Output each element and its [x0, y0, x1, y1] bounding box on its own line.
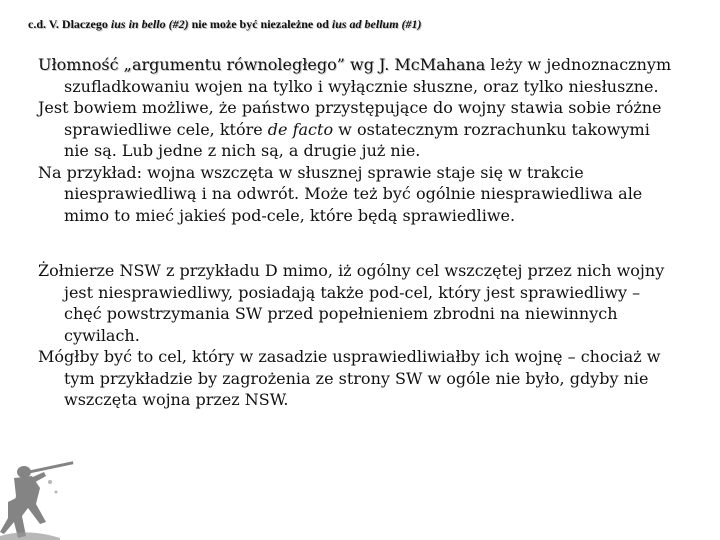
title-part-3: nie może być niezależne od [188, 17, 332, 31]
paragraph-2-after: w ostatecznym rozrachunku takowymi nie są. Lub jedne z nich są, a drugie już nie. [64, 119, 650, 160]
paragraph-spacer [38, 226, 678, 260]
paragraph-3: Na przykład: wojna wszczęta w słusznej sprawie staje się w trakcie niesprawiedliwą i na odwrót. Może też być ogólnie niesprawiedliwa ale mimo to mieć jakieś pod-cele, które będą sprawiedliwe. [38, 162, 643, 225]
paragraph-4: Żołnierze NSW z przykładu D mimo, iż ogólny cel wszczętej przez nich wojny jest niesprawiedliwy, posiadają także pod-cel, który jest sprawiedliwy – chęć powstrzymania SW przed popełnieniem zbrodni na niewinnych cywilach. [38, 261, 665, 345]
paragraph-2-italic: de facto [267, 119, 334, 139]
paragraph-2-before: Jest bowiem możliwe, że państwo przystępujące do wojny stawia sobie różne sprawiedliwe cele, które [38, 98, 662, 139]
paragraph-1-rest: leży w jednoznacznym szufladkowaniu wojen na tylko i wyłącznie słuszne, oraz tylko niesłuszne. [64, 55, 672, 96]
soldier-silhouette-icon [0, 452, 80, 540]
paragraph-1-lead: Ułomność „argumentu równoległego” wg J. McMahana [38, 55, 486, 74]
slide-title [28, 17, 422, 32]
paragraph-1 [38, 54, 678, 97]
slide-body [38, 54, 678, 411]
paragraph-2 [38, 97, 678, 162]
title-part-1: c.d. V. Dlaczego [28, 17, 111, 31]
title-part-2: ius in bello (#2) [110, 17, 189, 31]
paragraph-5: Mógłby być to cel, który w zasadzie usprawiedliwiałby ich wojnę – chociaż w tym przykładzie by zagrożenia ze strony SW w ogóle nie było, gdyby nie wszczęta wojna przez NSW. [38, 347, 661, 409]
title-part-4: ius ad bellum (#1) [331, 17, 422, 31]
